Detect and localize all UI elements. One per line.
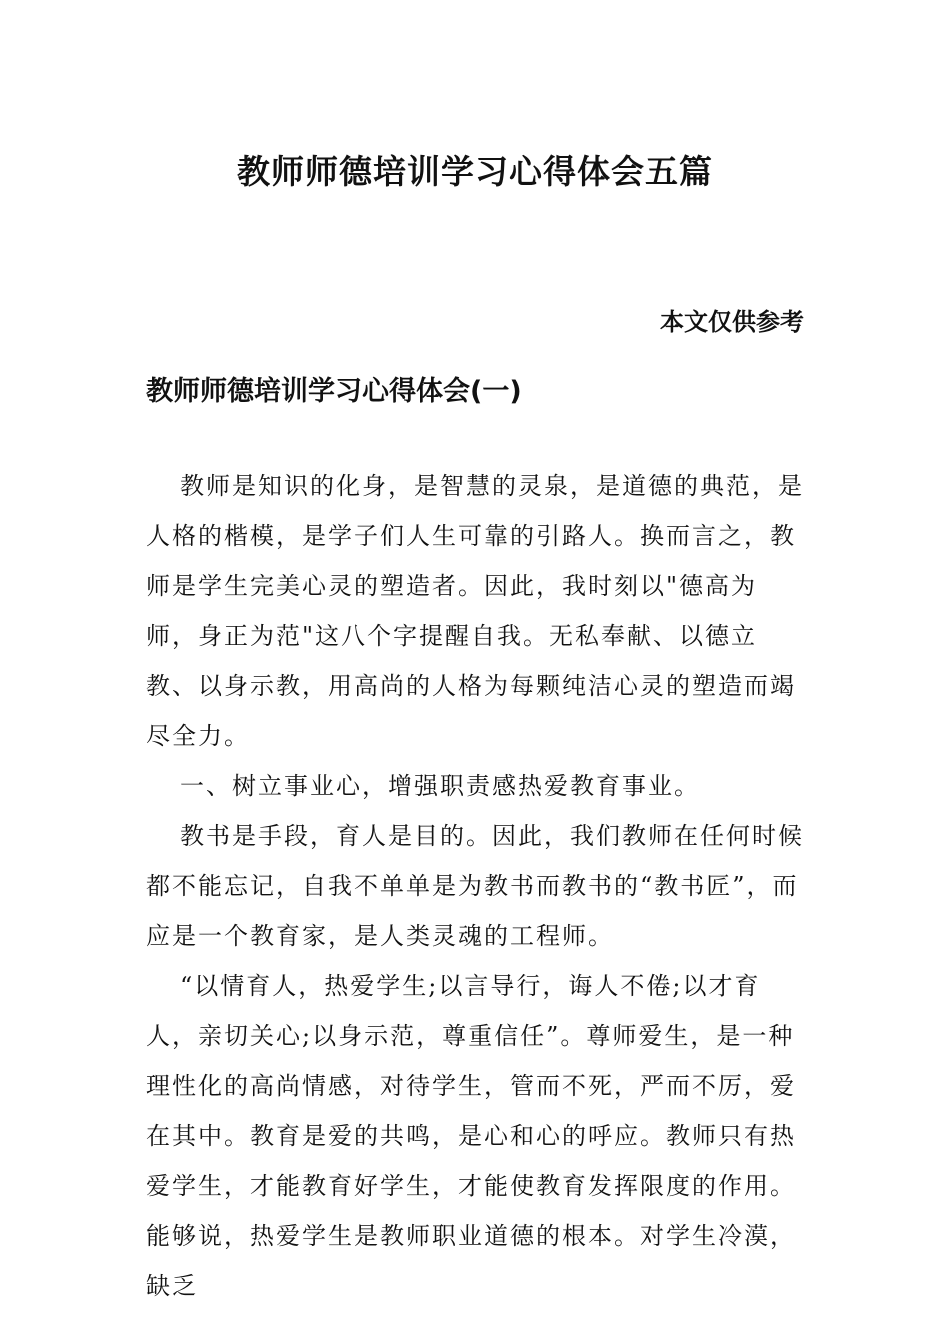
paragraph: 一、树立事业心，增强职责感热爱教育事业。 xyxy=(180,772,700,800)
reference-note: 本文仅供参考 xyxy=(660,307,804,336)
paragraph: 教师是知识的化身，是智慧的灵泉，是道德的典范，是人格的楷模，是学子们人生可靠的引路人。换而言之，教师是学生完美心灵的塑造者。因此，我时刻以"德高为师，身正为范"这八个字提醒自我。无私奉献、以德立教、以身示教，用高尚的人格为每颗纯洁心灵的塑造而竭尽全力。 xyxy=(146,472,804,750)
document-title: 教师师德培训学习心得体会五篇 xyxy=(237,152,713,191)
document-body xyxy=(146,461,806,1311)
paragraph: 教书是手段，育人是目的。因此，我们教师在任何时候都不能忘记，自我不单单是为教书而教书的“教书匠”，而应是一个教育家，是人类灵魂的工程师。 xyxy=(146,822,804,950)
paragraph: “以情育人，热爱学生;以言导行，诲人不倦;以才育人，亲切关心;以身示范，尊重信任”。尊师爱生，是一种理性化的高尚情感，对待学生，管而不死，严而不厉，爱在其中。教育是爱的共鸣，是心和心的呼应。教师只有热爱学生，才能教育好学生，才能使教育发挥限度的作用。能够说，热爱学生是教师职业道德的根本。对学生冷漠，缺乏 xyxy=(146,972,796,1300)
section-title: 教师师德培训学习心得体会(一) xyxy=(146,376,522,407)
